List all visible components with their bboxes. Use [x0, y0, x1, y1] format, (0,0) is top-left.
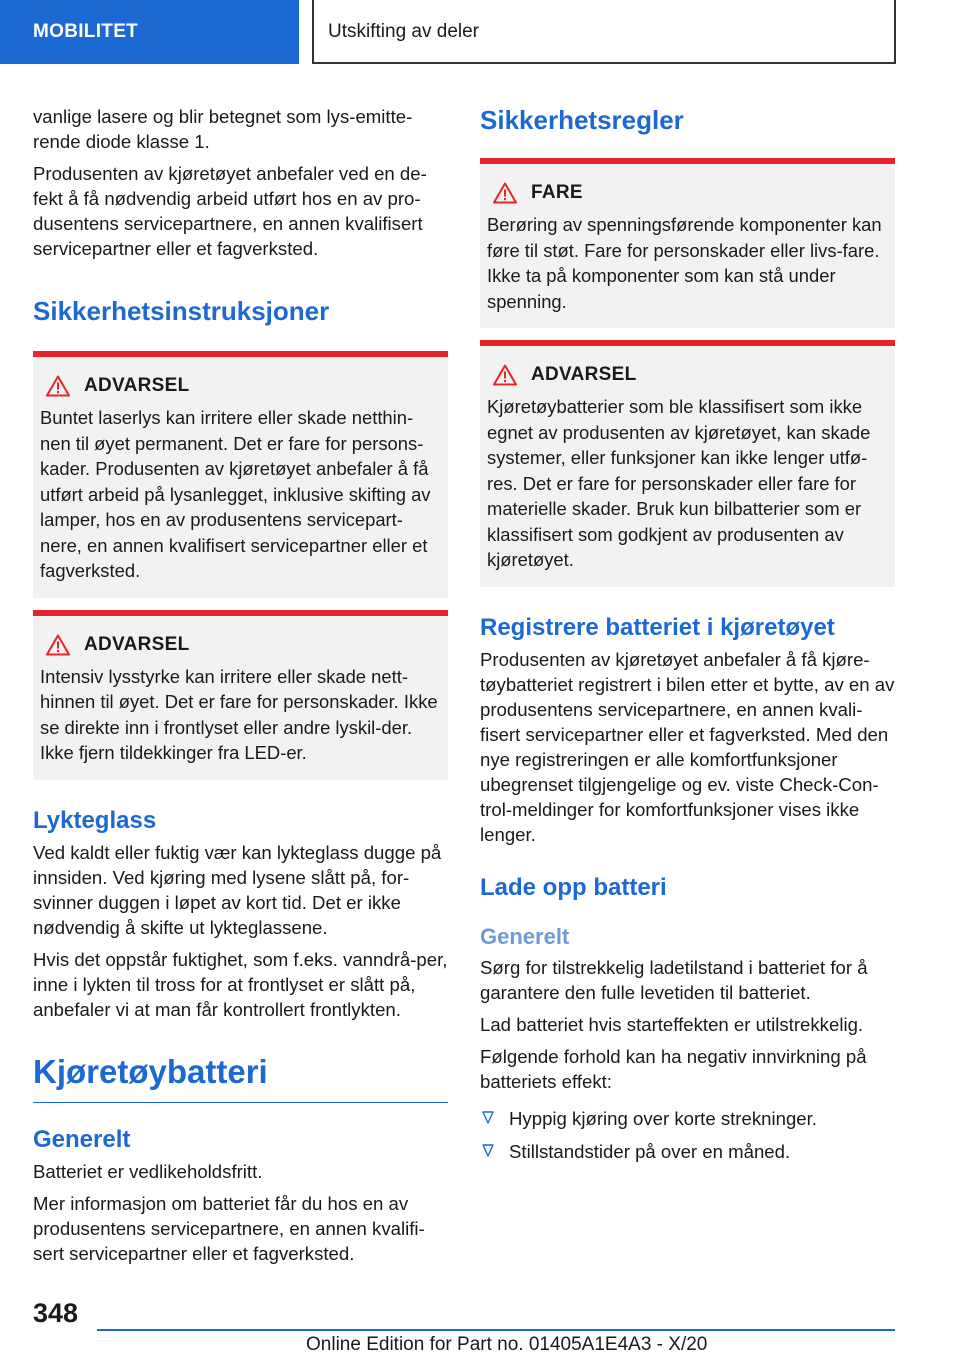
warning-triangle-icon [493, 364, 517, 386]
left-column [33, 104, 448, 1273]
paragraph: Ved kaldt eller fuktig vær kan lykteglass dugge på innsiden. Ved kjøring med lysene slått på, for-svinner duggen i løpet av kort tid. Det er ikke nødvendig å skifte ut lykteglassene. [33, 841, 442, 938]
heading-lens: Lykteglass [33, 806, 157, 834]
warning-box [33, 351, 448, 598]
paragraph: Sørg for tilstrekkelig ladetilstand i batteriet for å garantere den fulle levetiden til batteriet. [480, 956, 868, 1003]
warning-title: ADVARSEL [84, 633, 190, 655]
warning-text: Intensiv lysstyrke kan irritere eller skade nett-hinnen til øyet. Det er fare for personskader. Ikke se direkte inn i frontlyset eller andre lyskil-der. Ikke fjern tildekkinger fra LED-er. [40, 665, 438, 763]
warning-text: Kjøretøybatterier som ble klassifisert som ikke egnet av produsenten av kjøretøyet, kan skade systemer, eller funksjoner kan ikke lenger utfø-res. Det er fare for personskader eller fare for materielle skader. Bruk kun bilbatterier som er klassifisert som godkjent av produsenten av kjøretøyet. [487, 396, 871, 570]
warning-triangle-icon [46, 634, 70, 656]
list-item [480, 1139, 895, 1164]
footer-divider [97, 1329, 895, 1331]
paragraph: vanlige lasere og blir betegnet som lys-emitte-rende diode klasse 1. [33, 106, 413, 152]
list-item-text: Stillstandstider på over en måned. [509, 1140, 791, 1162]
paragraph: Følgende forhold kan ha negativ innvirkning på batteriets effekt: [480, 1045, 867, 1092]
warning-title: FARE [531, 182, 583, 203]
right-column [480, 104, 895, 1172]
heading-register-battery: Registrere batteriet i kjøretøyet [480, 613, 835, 641]
chapter-title: Utskifting av deler [312, 0, 896, 64]
heading-vehicle-battery: Kjøretøybatteri [33, 1052, 448, 1103]
heading-general: Generelt [480, 923, 570, 949]
warning-text: Buntet laserlys kan irritere eller skade netthin-nen til øyet permanent. Det er fare for persons-kader. Produsenten av kjøretøyet anbefaler å få utført arbeid på lysanlegget, inklusive skifting av lamper, hos en av produsentens servicepart-nere, en annen kvalifisert servicepartner eller et fagverksted. [40, 407, 431, 581]
triangle-bullet-icon [482, 1144, 494, 1158]
heading-charge-battery: Lade opp batteri [480, 873, 667, 901]
warning-title: ADVARSEL [84, 375, 190, 396]
paragraph: Produsenten av kjøretøyet anbefaler ved en de-fekt å få nødvendig arbeid utført hos en av pro-dusentens servicepartnere, en annen kvalifisert servicepartner eller et fagverksted. [33, 163, 427, 259]
paragraph: Hvis det oppstår fuktighet, som f.eks. vanndrå-per, inne i lykten til tross for at frontlyset er slått på, anbefaler vi at man får kontrollert frontlykten. [33, 948, 448, 1020]
page-number: 348 [33, 1298, 79, 1328]
footer-edition: Online Edition for Part no. 01405A1E4A3 - X/20 [306, 1334, 708, 1355]
bullet-list [480, 1106, 895, 1164]
warning-header [40, 375, 440, 397]
warning-header [40, 634, 440, 656]
warning-title: ADVARSEL [531, 364, 637, 385]
warning-text: Berøring av spenningsførende komponenter kan føre til støt. Fare for personskader eller livs-fare. Ikke ta på komponenter som kan stå under spenning. [487, 214, 882, 312]
warning-box [480, 340, 895, 587]
heading-safety-instructions: Sikkerhetsinstruksjoner [33, 296, 330, 326]
list-item [480, 1106, 895, 1131]
warning-triangle-icon [46, 375, 70, 397]
heading-general: Generelt [33, 1125, 131, 1153]
list-item-text: Hyppig kjøring over korte strekninger. [509, 1107, 817, 1129]
warning-header [487, 364, 887, 386]
warning-header [487, 182, 887, 204]
triangle-bullet-icon [482, 1111, 494, 1125]
warning-box [33, 610, 448, 780]
page-header [0, 0, 960, 66]
paragraph: Mer informasjon om batteriet får du hos en av produsentens servicepartnere, en annen kvalifi-sert servicepartner eller et fagverksted. [33, 1192, 425, 1264]
section-tab: MOBILITET [0, 0, 299, 64]
paragraph: Lad batteriet hvis starteffekten er utilstrekkelig. [480, 1013, 864, 1035]
heading-safety-rules: Sikkerhetsregler [480, 105, 684, 135]
danger-box [480, 158, 895, 328]
paragraph: Batteriet er vedlikeholdsfritt. [33, 1160, 263, 1182]
paragraph: Produsenten av kjøretøyet anbefaler å få kjøre-tøybatteriet registrert i bilen etter et bytte, av en av produsentens servicepartnere, en annen kvali-fisert servicepartner eller et fagverksted. Med den nye registreringen er alle komfortfunksjoner ubegrenset tilgjengelige og ev. viste Check-Con-trol-meldinger for komfortfunksjoner vises ikke lenger. [480, 648, 895, 845]
warning-triangle-icon [493, 182, 517, 204]
